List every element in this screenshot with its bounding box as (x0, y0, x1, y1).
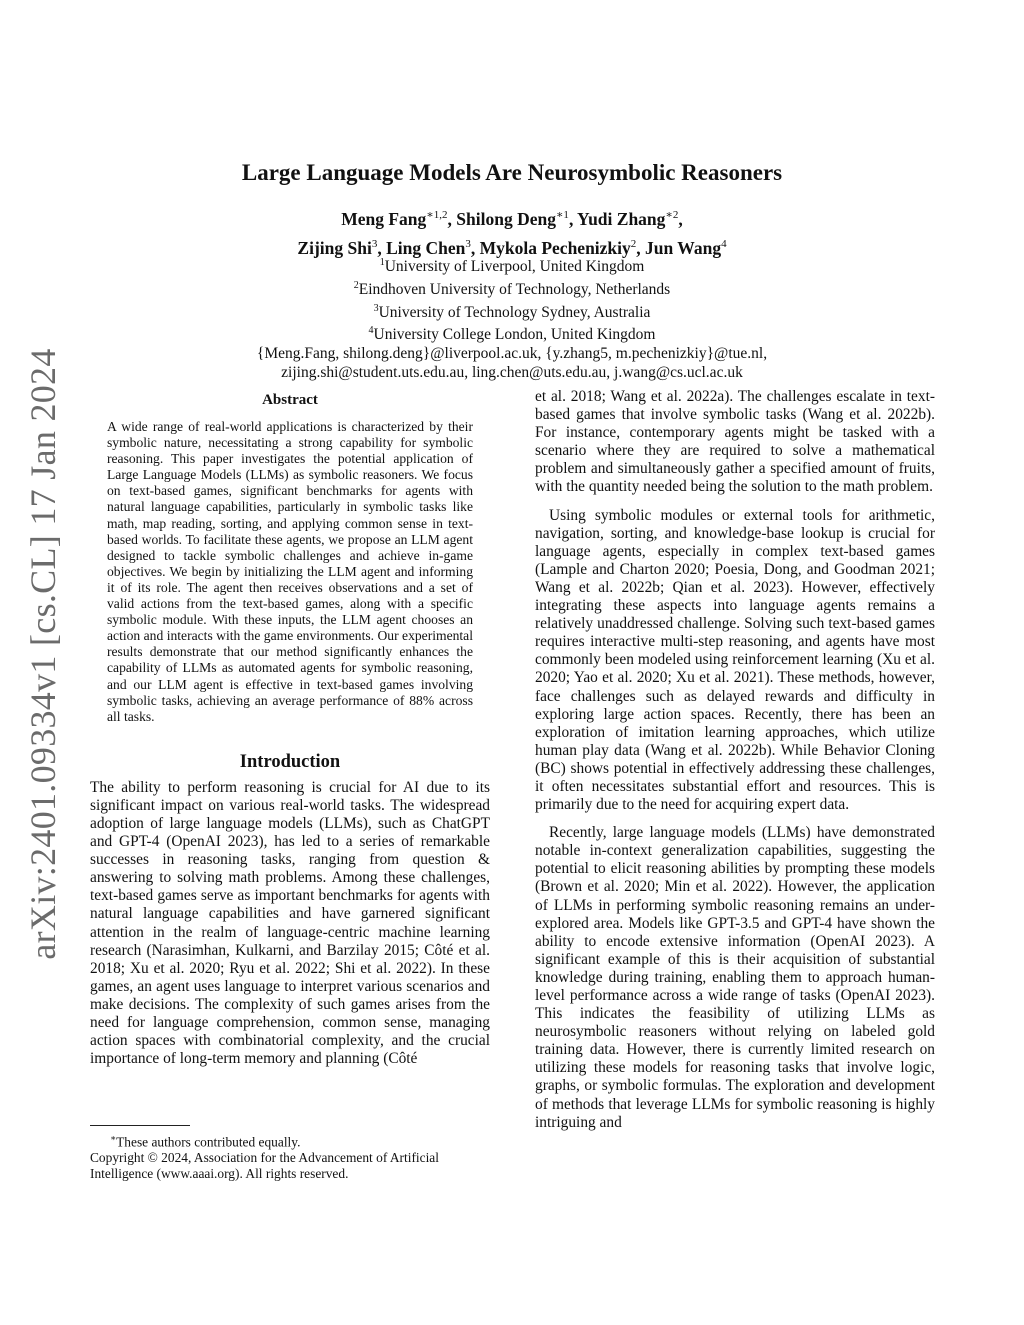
author-name: Ling Chen (386, 237, 466, 258)
author-name: Yudi Zhang (577, 208, 666, 229)
left-column (90, 392, 490, 1068)
affiliation-text: University of Technology Sydney, Australia (378, 303, 651, 321)
abstract-text: A wide range of real-world applications is characterized by their symbolic nature, necessitating a strong capability for symbolic reasoning. This paper investigates the potential application of Large Language Models (LLMs) as symbolic reasoners. We focus on text-based games, significant benchmarks for agents with natural language capabilities, particularly in symbolic tasks like math, map reading, sorting, and applying common sense in text-based worlds. To facilitate these agents, we propose an LLM agent designed to tackle symbolic challenges and achieve in-game objectives. We begin by initializing the LLM agent and informing it of its role. The agent then receives observations and a set of valid actions from the text-based games, along with a specific symbolic module. With these inputs, the LLM agent chooses an action and interacts with the game environments. Our experimental results demonstrate that our method significantly enhances the capability of LLMs as automated agents for symbolic reasoning, and our LLM agent is effective in text-based games involving symbolic tasks, achieving an average performance of 88% across all tasks. (107, 419, 473, 724)
affiliation-line (0, 322, 1024, 345)
author-sep: , (678, 208, 683, 229)
affiliation-line (0, 277, 1024, 300)
author-sup: 2 (630, 237, 637, 250)
author-sep: , (470, 237, 480, 258)
affiliation-sup: 3 (373, 302, 379, 314)
author-sup: 3 (371, 237, 378, 250)
email-line: zijing.shi@student.uts.edu.au, ling.chen@uts.edu.au, j.wang@cs.ucl.ac.uk (281, 363, 743, 381)
author-sup: 3 (465, 237, 471, 250)
author-sup: ∗1,2 (426, 209, 448, 221)
paper-title: Large Language Models Are Neurosymbolic Reasoners (241, 160, 783, 185)
arxiv-id-text: arXiv:2401.09334v1 [cs.CL] 17 Jan 2024 (23, 348, 63, 960)
footnote-mark: ∗ (110, 1133, 117, 1143)
affiliation-block (0, 254, 1024, 382)
affiliation-text: University of Liverpool, United Kingdom (384, 258, 645, 276)
author-line-1 (0, 203, 1024, 232)
email-line: {Meng.Fang, shilong.deng}@liverpool.ac.uk, {y.zhang5, m.pechenizkiy}@tue.nl, (256, 345, 768, 362)
author-name: Shilong Deng (456, 208, 556, 229)
author-sep: , (636, 237, 646, 258)
footnote-equal-contribution (90, 1130, 490, 1150)
arxiv-side-identifier (18, 348, 68, 960)
author-sep: , (377, 237, 387, 258)
footnote-divider (90, 1125, 190, 1126)
author-sup: 4 (721, 237, 727, 250)
copyright-notice: Copyright © 2024, Association for the Advancement of Artificial Intelligence (www.aaai.org). All rights reserved. (90, 1150, 439, 1182)
affiliation-sup: 2 (353, 279, 359, 291)
introduction-heading: Introduction (239, 751, 341, 772)
author-name: Jun Wang (645, 237, 722, 258)
affiliation-sup: 4 (368, 325, 374, 337)
author-list (0, 203, 1024, 261)
author-sep: , (568, 208, 578, 229)
affiliation-sup: 1 (379, 257, 385, 268)
footnotes (90, 1130, 490, 1182)
right-column (535, 388, 935, 1132)
author-name: Meng Fang (341, 208, 427, 229)
body-paragraph: Using symbolic modules or external tools for arithmetic, navigation, sorting, and knowledge-base lookup is crucial for language agents, especially in complex text-based games (Lample and Charton 2020; Poesia, Dong, and Goodman 2021; Wang et al. 2022b; Qian et al. 2023). However, effectively integrating these aspects into language agents remains a relatively unaddressed challenge. Solving such text-based games requires interactive multi-step reasoning, and agents have most commonly been modeled using reinforcement learning (Xu et al. 2020; Yao et al. 2020; Xu et al. 2021). These methods, however, face challenges such as delayed rewards and difficulty in exploring large action spaces. Recently, there has been an exploration of imitation learning approaches, which utilize human play data (Wang et al. 2022b). While Behavior Cloning (BC) shows potential in effectively addressing these challenges, it often necessitates substantial effort and resources. This is primarily due to the need for acquiring expert data. (535, 506, 935, 814)
introduction-paragraph: The ability to perform reasoning is crucial for AI due to its significant impact on various real-world tasks. The widespread adoption of large language models (LLMs), such as ChatGPT and GPT-4 (OpenAI 2023), has led to a series of remarkable successes in reasoning tasks, ranging from question & answering to solving math problems. Among these challenges, text-based games serve as important benchmarks for agents with natural language capabilities and have garnered significant attention in the realm of language-centric machine learning research (Narasimhan, Kulkarni, and Barzilay 2015; Côté et al. 2018; Xu et al. 2020; Ryu et al. 2022; Shi et al. 2022). In these games, an agent uses language to interpret various scenarios and make decisions. The complexity of such games arises from the need for language comprehension, common sense, managing action spaces with combinatorial complexity, and the crucial importance of long-term memory and planning (Côté (90, 778, 490, 1068)
body-paragraph: Recently, large language models (LLMs) have demonstrated notable in-context generalization capabilities, suggesting the potential to elicit reasoning abilities by prompting these models (Brown et al. 2020; Min et al. 2022). However, the application of LLMs in performing symbolic reasoning remains an under-explored area. Models like GPT-3.5 and GPT-4 have shown the ability to encode extensive information (OpenAI 2023). A significant example of this is their acquisition of substantial knowledge during training, enabling them to approach human-level performance across a wide range of tasks (OpenAI 2023). This indicates the feasibility of utilizing LLMs as neurosymbolic reasoners without relying on labeled gold training data. However, there is currently limited research on utilizing these models for reasoning tasks that involve logic, graphs, or symbolic formulas. The exploration and development of methods that leverage LLMs for symbolic reasoning is highly intriguing and (535, 824, 935, 1131)
body-paragraph: et al. 2018; Wang et al. 2022a). The challenges escalate in text-based games that involve symbolic tasks (Wang et al. 2022b). For instance, contemporary agents might be tasked with a scenario where they are required to solve a mathematical problem and simultaneously gather a specified amount of fruits, with the quantity needed being the solution to the math problem. (535, 388, 935, 496)
affiliation-line (0, 300, 1024, 323)
abstract-heading: Abstract (262, 392, 318, 408)
author-name: Zijing Shi (297, 237, 372, 258)
author-sup: ∗1 (555, 209, 569, 221)
footnote-text: These authors contributed equally. (116, 1134, 301, 1150)
author-name: Mykola Pechenizkiy (479, 237, 631, 258)
affiliation-line (0, 254, 1024, 277)
author-sup: ∗2 (665, 209, 679, 221)
author-sep: , (447, 208, 457, 229)
affiliation-text: University College London, United Kingdom (373, 326, 656, 344)
affiliation-text: Eindhoven University of Technology, Netherlands (358, 280, 671, 298)
